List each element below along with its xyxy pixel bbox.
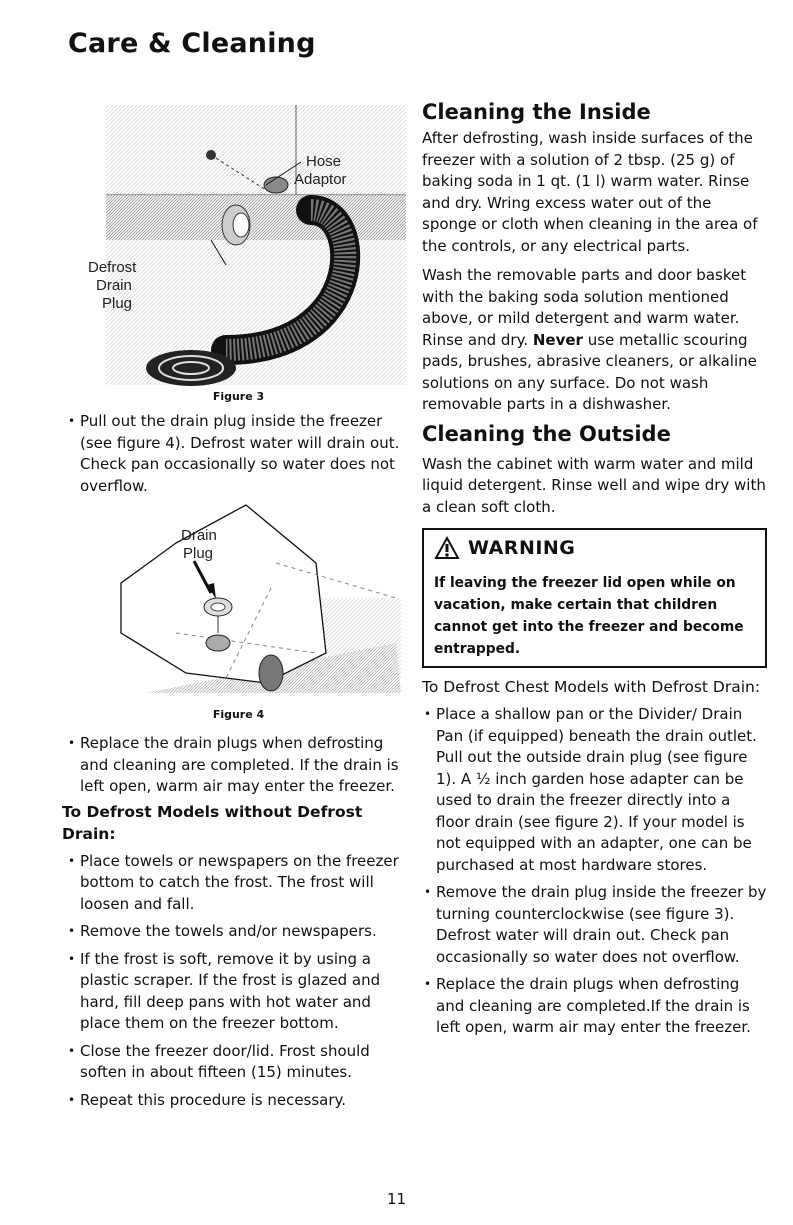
label-adaptor: Adaptor bbox=[294, 171, 347, 188]
inside-paragraph-2 bbox=[422, 265, 767, 416]
inside-paragraph-2a: Wash the removable parts and door basket with the baking soda solution mentioned above, or mild detergent and warm water. Rinse and dry. bbox=[422, 266, 747, 349]
inside-paragraph-1: After defrosting, wash inside surfaces of the freezer with a solution of 2 tbsp. (25 g) of baking soda in 1 qt. (1 l) warm water. Rinse and dry. Wring excess water out of the sponge or cloth when cleaning in the area of the controls, or any electrical parts. bbox=[422, 129, 758, 255]
heading-cleaning-inside: Cleaning the Inside bbox=[422, 100, 651, 124]
list-item: • Pull out the drain plug inside the freezer (see figure 4). Defrost water will drain out. Check pan occasionally so water does not overflow. bbox=[66, 411, 411, 497]
label-defrost: Defrost bbox=[88, 259, 137, 276]
label-drain: Drain bbox=[96, 277, 132, 294]
left-bullets-top bbox=[66, 411, 411, 497]
left-bullets-bottom bbox=[66, 851, 411, 1112]
list-item: • Place towels or newspapers on the freezer bottom to catch the frost. The frost will loosen and fall. bbox=[66, 851, 411, 916]
warning-triangle-icon bbox=[434, 536, 460, 560]
warning-title: WARNING bbox=[468, 537, 576, 559]
list-item: • If the frost is soft, remove it by using a plastic scraper. If the frost is glazed and hard, fill deep pans with hot water and place them on the freezer bottom. bbox=[66, 949, 411, 1035]
figure-4 bbox=[66, 503, 411, 712]
figure-4-caption: Figure 4 bbox=[212, 708, 265, 721]
left-column bbox=[62, 100, 411, 1111]
figure-3-caption: Figure 3 bbox=[212, 390, 265, 403]
never-emphasis: Never bbox=[532, 330, 583, 349]
inside-paragraph-2b: use metallic scouring pads, brushes, abrasive cleaners, or alkaline solutions on any surface. Do not wash removable parts in a dishwasher. bbox=[422, 330, 757, 413]
label-hose: Hose bbox=[306, 153, 342, 170]
list-item: • Place a shallow pan or the Divider/ Drain Pan (if equipped) beneath the drain outlet. Pull out the outside drain plug (see figure 1). A ½ inch garden hose adapter can be used to drain the freezer directly into a floor drain (see figure 2). If your model is not equipped with an adapter, one can be purchased at most hardware stores. bbox=[422, 704, 767, 876]
list-item: • Repeat this procedure is necessary. bbox=[66, 1090, 411, 1112]
subheading-with-drain: To Defrost Chest Models with Defrost Drain: bbox=[422, 678, 761, 696]
drain-plug-illustration bbox=[66, 503, 411, 708]
label-plug: Plug bbox=[102, 295, 133, 312]
page-title: Care & Cleaning bbox=[68, 28, 316, 59]
page-number: 11 bbox=[386, 1190, 407, 1208]
subheading-no-drain: To Defrost Models without Defrost Drain: bbox=[62, 802, 363, 843]
warning-header bbox=[434, 536, 755, 560]
right-column bbox=[422, 100, 767, 1039]
right-bullets bbox=[422, 704, 767, 1039]
left-bullets-mid bbox=[66, 733, 411, 798]
list-item: • Remove the drain plug inside the freezer by turning counterclockwise (see figure 3). Defrost water will drain out. Check pan occasionally so water does not overflow. bbox=[422, 882, 767, 968]
list-item: • Replace the drain plugs when defrosting and cleaning are completed.If the drain is left open, warm air may enter the freezer. bbox=[422, 974, 767, 1039]
hose-adaptor-illustration bbox=[66, 100, 411, 400]
warning-text: If leaving the freezer lid open while on vacation, make certain that children cannot get into the freezer and become entrapped. bbox=[434, 575, 744, 657]
label-plug: Plug bbox=[183, 545, 214, 562]
list-item: • Replace the drain plugs when defrosting and cleaning are completed. If the drain is left open, warm air may enter the freezer. bbox=[66, 733, 411, 798]
warning-box bbox=[422, 528, 767, 668]
list-item: • Close the freezer door/lid. Frost should soften in about fifteen (15) minutes. bbox=[66, 1041, 411, 1084]
heading-cleaning-outside: Cleaning the Outside bbox=[422, 421, 671, 446]
list-item: • Remove the towels and/or newspapers. bbox=[66, 921, 411, 943]
figure-3 bbox=[66, 100, 411, 404]
outside-paragraph: Wash the cabinet with warm water and mild liquid detergent. Rinse well and wipe dry with a clean soft cloth. bbox=[422, 454, 766, 516]
label-drain: Drain bbox=[181, 527, 217, 544]
